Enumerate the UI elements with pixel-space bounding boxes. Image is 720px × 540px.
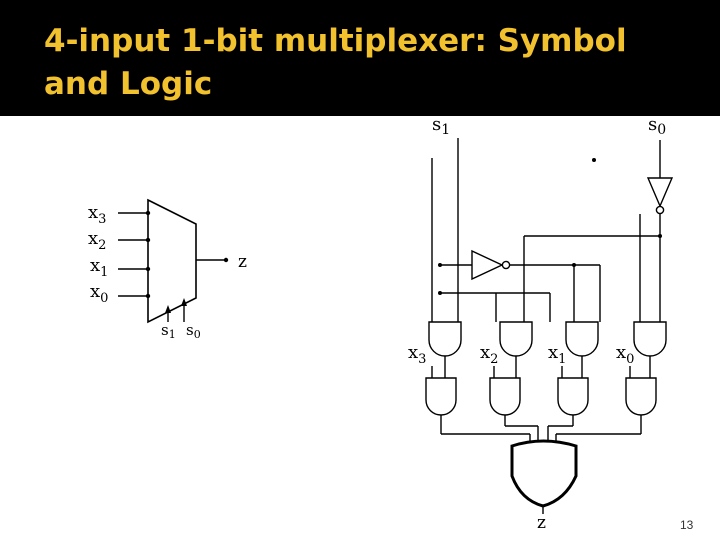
slide-title: 4-input 1-bit multiplexer: Symbol and Logic (44, 23, 627, 102)
logic-label-s1: $s_1$ (432, 114, 451, 138)
and-gate-bottom-3 (426, 378, 456, 415)
logic-label-x3: $x_3$ (408, 342, 427, 367)
s0-inverter (648, 178, 672, 206)
mux-symbol (118, 200, 228, 322)
symbol-label-s0: $s_0$ (186, 321, 201, 341)
logic-label-s0: $s_0$ (648, 114, 667, 138)
symbol-input-pins (118, 213, 148, 296)
s1-inverter (472, 251, 502, 279)
mux-body (148, 200, 196, 322)
symbol-label-x2: $x_2$ (88, 228, 107, 253)
and-gate-bottom-1 (558, 378, 588, 415)
logic-label-z: z (537, 513, 546, 533)
logic-label-x2: $x_2$ (480, 342, 499, 367)
and-gate-bottom-0 (626, 378, 656, 415)
and-gate-bottom-2 (490, 378, 520, 415)
symbol-label-x3: $x_3$ (88, 202, 107, 227)
symbol-label-x0: $x_0$ (90, 281, 109, 306)
logic-label-x0: $x_0$ (616, 342, 635, 367)
symbol-label-s1: $s_1$ (161, 321, 176, 341)
and-gate-top-3 (429, 322, 461, 356)
logic-label-x1: $x_1$ (548, 342, 567, 367)
or-gate (512, 441, 576, 506)
and-gate-top-0 (634, 322, 666, 356)
logic-circuit (426, 138, 672, 514)
symbol-label-x1: $x_1$ (90, 255, 109, 280)
slide-number: 13 (680, 518, 694, 532)
symbol-label-z: z (238, 252, 247, 272)
and-gate-top-1 (566, 322, 598, 356)
and-gate-top-2 (500, 322, 532, 356)
